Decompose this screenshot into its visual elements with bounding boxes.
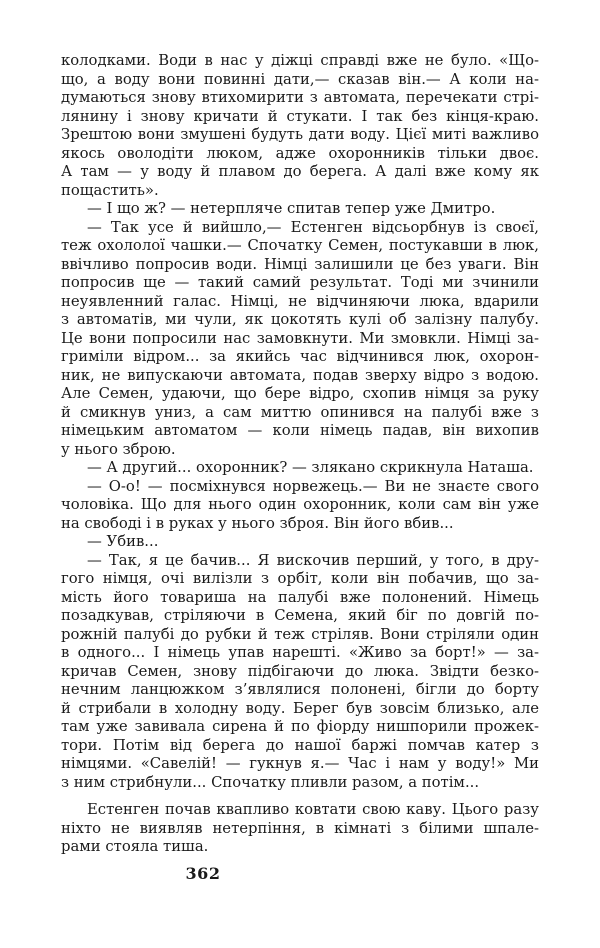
- page-text: [61, 52, 539, 857]
- text-line: теж охололої чашки.— Спочатку Семен, постукавши в люк,: [61, 237, 539, 254]
- text-line: якось оволодіти люком, адже охоронників тільки двоє.: [61, 144, 539, 162]
- text-line: ніхто не виявляв нетерпіння, в кімнаті з білими шпале-: [61, 819, 539, 837]
- text-line: — Так усе й вийшло,— Естенген відсьорбнув із своєї,: [87, 218, 539, 236]
- text-line: позадкував, стріляючи в Семена, який біг по довгій по-: [61, 607, 539, 624]
- page-number: 362: [185, 864, 221, 883]
- text-line: в одного... І німець упав нарешті. «Живо за борт!» — за-: [61, 644, 539, 661]
- text-line: тори. Потім від берега до нашої баржі помчав катер з: [61, 736, 539, 754]
- text-line: ник, не випускаючи автомата, подав зверху відро з водою.: [61, 366, 539, 384]
- text-line: А там — у воду й плавом до берега. А далі вже кому як: [61, 163, 539, 180]
- text-line: рами стояла тиша.: [61, 838, 209, 855]
- text-line: там уже завивала сирена й по фіорду нишпорили прожек-: [61, 718, 539, 735]
- text-line: чоловіка. Що для нього один охоронник, коли сам він уже: [61, 496, 539, 513]
- text-line: ввічливо попросив води. Німці залишили це без уваги. Він: [61, 255, 539, 273]
- text-line: кричав Семен, знову підбігаючи до люка. Звідти безко-: [61, 662, 539, 680]
- text-line: з автоматів, ми чули, як цокотять кулі об залізну палубу.: [61, 311, 539, 328]
- text-line: німцями. «Савелій! — гукнув я.— Час і нам у воду!» Ми: [61, 755, 539, 772]
- text-line: що, а воду вони повинні дати,— сказав він.— А коли на-: [61, 70, 539, 88]
- text-line: німецьким автоматом — коли німець падав, він вихопив: [61, 422, 539, 439]
- text-line: неуявленний галас. Німці, не відчиняючи люка, вдарили: [61, 292, 539, 310]
- text-line: й стрибали в холодну воду. Берег був зовсім близько, але: [61, 699, 539, 717]
- text-line: мість його товариша на палубі вже полонений. Німець: [61, 588, 539, 606]
- text-line: — О-о! — посміхнувся норвежець.— Ви не знаєте свого: [87, 477, 539, 495]
- text-line: — Так, я це бачив... Я вискочив перший, у того, в дру-: [87, 551, 539, 569]
- text-line: попросив ще — такий самий результат. Тоді ми зчинили: [61, 274, 539, 291]
- text-line: гриміли відром... за якийсь час відчинився люк, охорон-: [61, 348, 539, 365]
- text-line: й смикнув униз, а сам миттю опинився на палубі вже з: [61, 403, 539, 421]
- text-line: — І що ж? — нетерпляче спитав тепер уже Дмитро.: [87, 200, 496, 217]
- text-line: у нього зброю.: [61, 440, 176, 458]
- text-line: Зрештою вони змушені будуть дати воду. Цієї миті важливо: [61, 126, 539, 143]
- text-line: на свободі і в руках у нього зброя. Він його вбив...: [61, 514, 454, 532]
- text-line: — Убив...: [87, 533, 159, 550]
- text-line: колодками. Води в нас у діжці справді вже не було. «Що-: [61, 52, 539, 69]
- text-line: Естенген почав квапливо ковтати свою каву. Цього разу: [87, 801, 539, 818]
- text-line: Це вони попросили нас замовкнути. Ми змовкли. Німці за-: [61, 329, 539, 347]
- text-line: нечним ланцюжком з’являлися полонені, бігли до борту: [61, 681, 539, 698]
- text-line: пощастить».: [61, 181, 159, 199]
- text-line: рожній палубі до рубки й теж стріляв. Вони стріляли один: [61, 625, 539, 643]
- text-line: Але Семен, удаючи, що бере відро, схопив німця за руку: [61, 385, 539, 402]
- text-line: думаються знову втихомирити з автомата, перечекати стрі-: [61, 89, 539, 106]
- text-line: гого німця, очі вилізли з орбіт, коли він побачив, що за-: [61, 570, 539, 587]
- text-line: лянину і знову кричати й стукати. І так без кінця-краю.: [61, 107, 539, 125]
- text-line: — А другий... охоронник? — злякано скрикнула Наташа.: [87, 459, 534, 476]
- text-line: з ним стрибнули... Спочатку пливли разом, а потім...: [61, 773, 480, 791]
